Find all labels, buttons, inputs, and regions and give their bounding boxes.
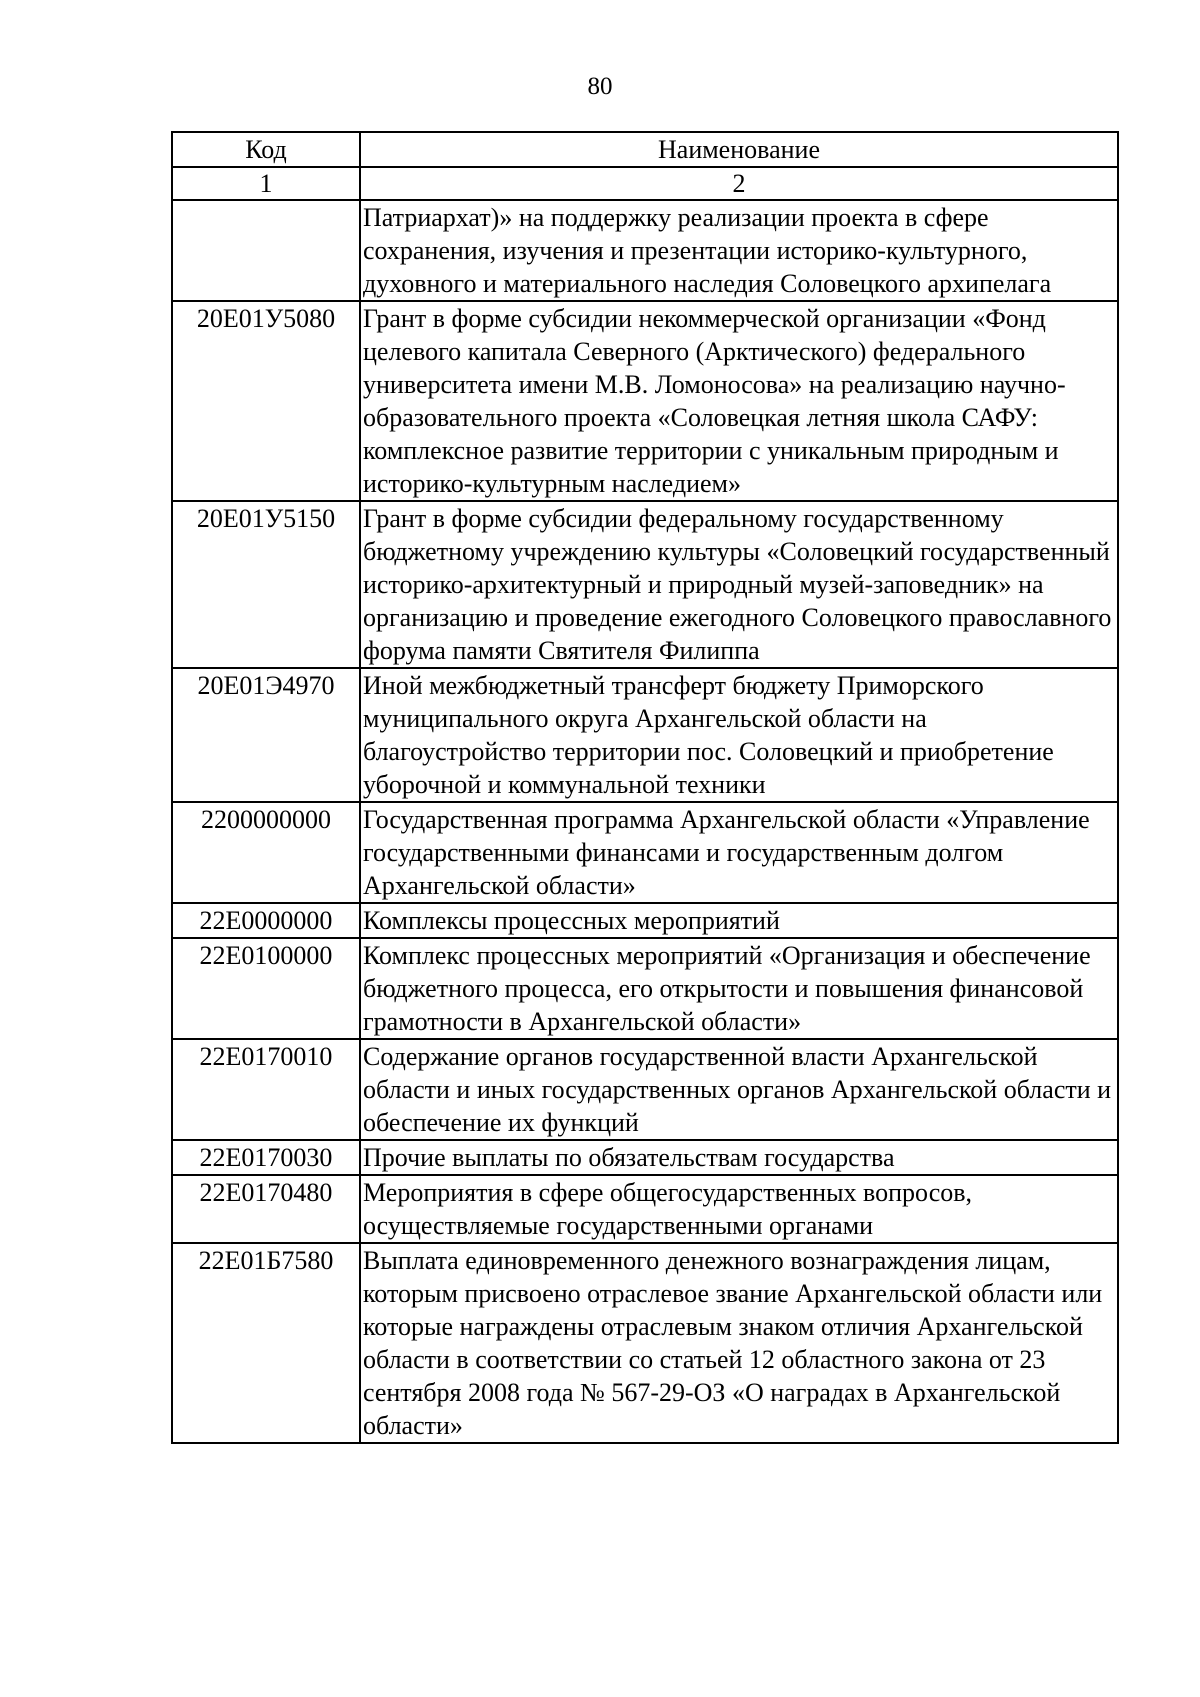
table-row: [172, 938, 1118, 1039]
page-number: 80: [587, 73, 613, 100]
table-row: [172, 200, 1118, 301]
row-name: Иной межбюджетный трансферт бюджету Приморского муниципального округа Архангельской области на благоустройство территории пос. Соловецкий и приобретение уборочной и коммунальной техники: [360, 668, 1118, 802]
row-name: Комплекс процессных мероприятий «Организация и обеспечение бюджетного процесса, его открытости и повышения финансовой грамотности в Архангельской области»: [360, 938, 1118, 1039]
row-code: 22Е0100000: [172, 938, 360, 1039]
table-row: [172, 1243, 1118, 1443]
row-code: 22Е0170480: [172, 1175, 360, 1243]
header-name: Наименование: [360, 132, 1118, 167]
budget-classification-table: [171, 131, 1119, 1444]
table-header-row: [172, 132, 1118, 167]
row-name: Грант в форме субсидии некоммерческой организации «Фонд целевого капитала Северного (Арктического) федерального университета имени М.В. Ломоносова» на реализацию научно-образовательного проекта «Соловецкая летняя школа САФУ: комплексное развитие территории с уникальным природным и историко-культурным наследием»: [360, 301, 1118, 501]
table-row: [172, 903, 1118, 938]
row-code: 20Е01Э4970: [172, 668, 360, 802]
table-row: [172, 1039, 1118, 1140]
row-code: 20Е01У5080: [172, 301, 360, 501]
row-name: Грант в форме субсидии федеральному государственному бюджетному учреждению культуры «Соловецкий государственный историко-архитектурный и природный музей-заповедник» на организацию и проведение ежегодного Соловецкого православного форума памяти Святителя Филиппа: [360, 501, 1118, 668]
row-name: Прочие выплаты по обязательствам государства: [360, 1140, 1118, 1175]
header-code: Код: [172, 132, 360, 167]
row-code: 22Е0000000: [172, 903, 360, 938]
table-row: [172, 1175, 1118, 1243]
row-code: 22Е01Б7580: [172, 1243, 360, 1443]
row-name: Содержание органов государственной власти Архангельской области и иных государственных органов Архангельской области и обеспечение их функций: [360, 1039, 1118, 1140]
table-row: [172, 301, 1118, 501]
row-code: 2200000000: [172, 802, 360, 903]
row-name: Государственная программа Архангельской области «Управление государственными финансами и государственным долгом Архангельской области»: [360, 802, 1118, 903]
table-row: [172, 668, 1118, 802]
table-row: [172, 501, 1118, 668]
column-number-name: 2: [360, 167, 1118, 200]
row-code: 22Е0170010: [172, 1039, 360, 1140]
row-name: Патриархат)» на поддержку реализации проекта в сфере сохранения, изучения и презентации историко-культурного, духовного и материального наследия Соловецкого архипелага: [360, 200, 1118, 301]
row-name: Мероприятия в сфере общегосударственных вопросов, осуществляемые государственными органами: [360, 1175, 1118, 1243]
table-row: [172, 1140, 1118, 1175]
row-name: Выплата единовременного денежного вознаграждения лицам, которым присвоено отраслевое звание Архангельской области или которые награждены отраслевым знаком отличия Архангельской области в соответствии со статьей 12 областного закона от 23 сентября 2008 года № 567-29-ОЗ «О наградах в Архангельской области»: [360, 1243, 1118, 1443]
row-code: 20Е01У5150: [172, 501, 360, 668]
row-code: [172, 200, 360, 301]
column-number-code: 1: [172, 167, 360, 200]
column-number-row: [172, 167, 1118, 200]
row-name: Комплексы процессных мероприятий: [360, 903, 1118, 938]
table-row: [172, 802, 1118, 903]
row-code: 22Е0170030: [172, 1140, 360, 1175]
